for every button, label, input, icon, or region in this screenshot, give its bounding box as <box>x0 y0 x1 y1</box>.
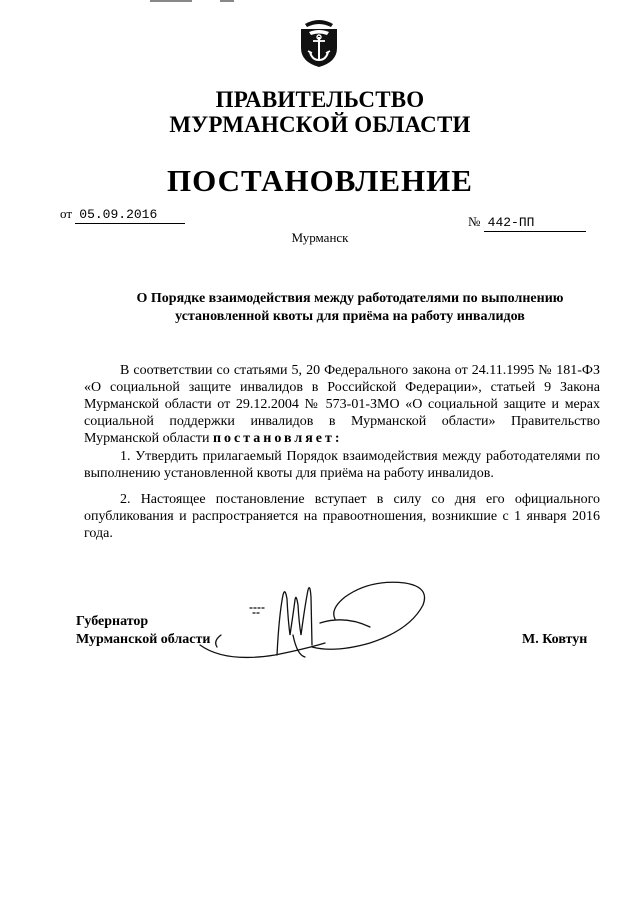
item-2-paragraph: 2. Настоящее постановление вступает в силу со дня его официального опубликования и распространяется на правоотношения, возникшие с 1 января 2016 года. <box>84 492 600 541</box>
document-number: 442-ПП <box>484 215 586 232</box>
position-line1: Губернатор <box>76 614 149 629</box>
date-prefix: от <box>60 206 73 221</box>
document-type-title: ПОСТАНОВЛЕНИЕ <box>167 163 473 198</box>
position-line2: Мурманской области <box>76 632 211 647</box>
scan-marks <box>150 0 240 4</box>
number-prefix: № <box>468 214 481 229</box>
item-1-paragraph: 1. Утвердить прилагаемый Порядок взаимодействия между работодателями по выполнению установленной квоты для приёма на работу инвалидов. <box>84 449 600 481</box>
document-subject <box>100 290 600 326</box>
organization-name-line1: ПРАВИТЕЛЬСТВО <box>215 87 425 112</box>
preamble-text: В соответствии со статьями 5, 20 Федерального закона от 24.11.1995 № 181-ФЗ «О социальной защите инвалидов в Российской Федерации», статьей 9 Закона Мурманской области от 29.12.2004 № 573-01-ЗМО «О социальной защите и мерах социальной поддержки инвалидов в Мурманской области» Правительство Мурманской области <box>84 363 600 446</box>
handwritten-signature-icon <box>195 575 435 660</box>
resolves-word: постановляет: <box>212 431 343 446</box>
subject-line1: О Порядке взаимодействия между работодателями по выполнению <box>136 291 564 306</box>
organization-name-line2: МУРМАНСКОЙ ОБЛАСТИ <box>169 112 471 137</box>
document-body <box>84 362 600 542</box>
document-date: 05.09.2016 <box>75 207 185 224</box>
signatory-position <box>76 613 210 649</box>
preamble-paragraph <box>84 362 600 447</box>
coat-of-arms-icon <box>297 18 341 68</box>
city-name: Мурманск <box>291 230 349 245</box>
document-date-row <box>60 206 185 224</box>
subject-line2: установленной квоты для приёма на работу инвалидов <box>175 309 525 324</box>
signatory-name: М. Ковтун <box>522 632 588 647</box>
